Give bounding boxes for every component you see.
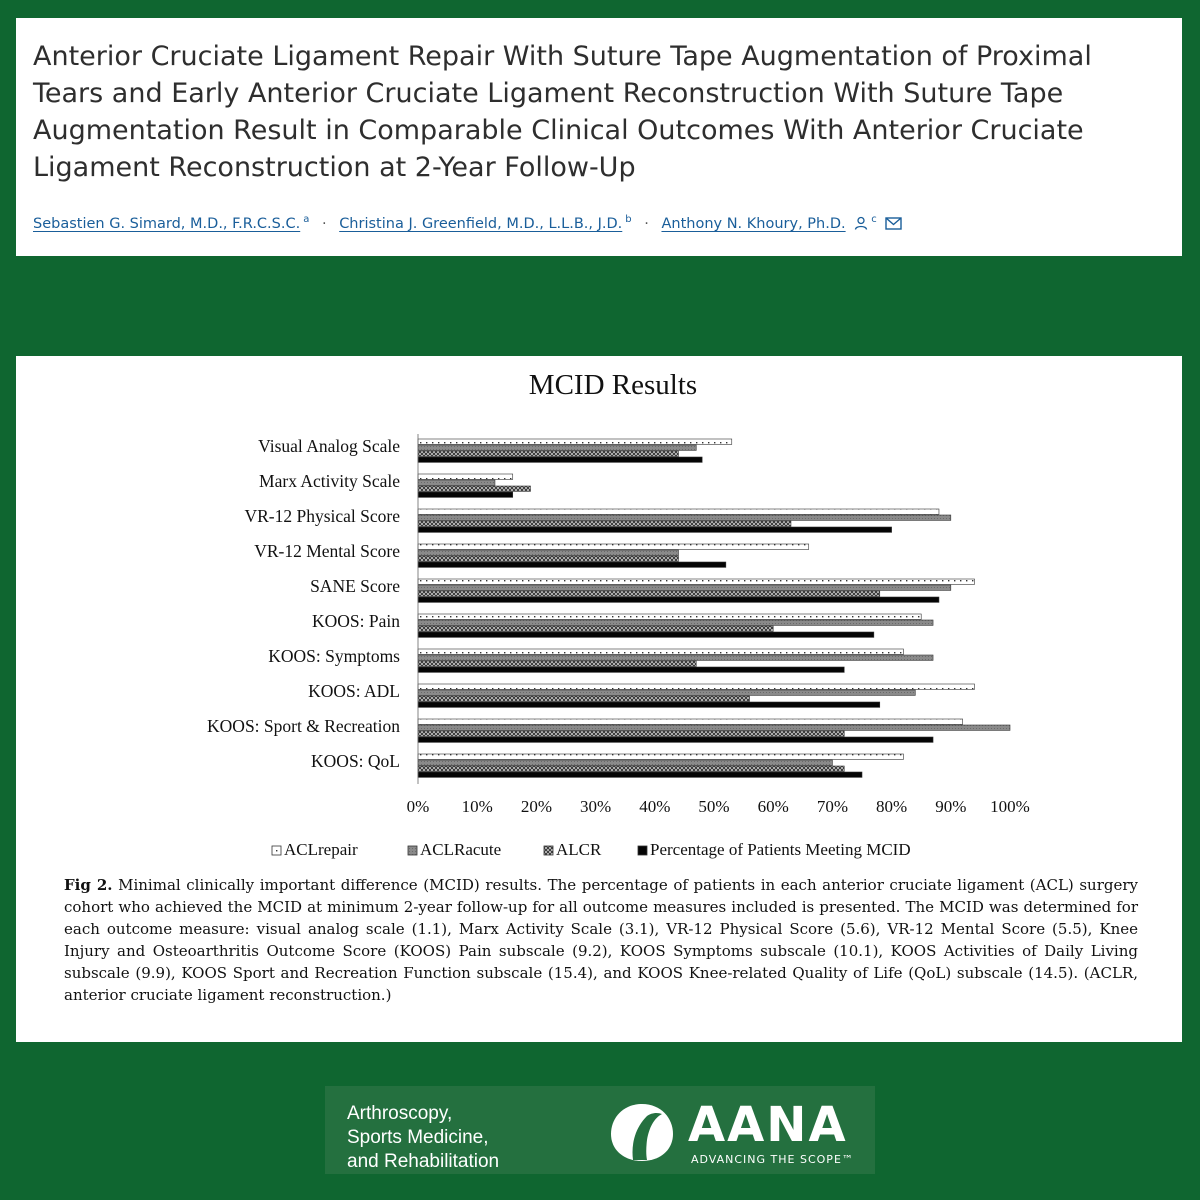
article-header-card [16,18,1182,256]
y-axis-label: KOOS: Sport & Recreation [207,716,400,736]
bar-dotted [418,684,974,689]
person-icon[interactable] [854,216,868,230]
title-line: Ligament Reconstruction at 2-Year Follow-Up [33,152,636,183]
bar-gray [418,515,951,520]
y-axis-label: Marx Activity Scale [259,471,400,491]
x-tick-label: 70% [816,797,848,816]
bar-crosshatch [418,451,678,456]
journal-name-line: and Rehabilitation [347,1151,500,1172]
affiliation-marker[interactable]: b [625,214,632,225]
figure-caption [64,874,1138,1006]
bar-black [418,492,513,497]
author-separator: · [644,215,649,232]
bar-gray [418,550,678,555]
bar-crosshatch [418,731,844,736]
bar-gray [418,445,696,450]
journal-name-line: Sports Medicine, [347,1127,489,1148]
bar-dotted [418,719,963,724]
bar-black [418,457,702,462]
y-axis-label: KOOS: Symptoms [268,646,400,666]
y-axis-label: KOOS: ADL [308,681,400,701]
bar-black [418,632,874,637]
bar-black [418,527,892,532]
figure-card [16,356,1182,1042]
y-axis-label: VR-12 Physical Score [244,506,400,526]
bar-black [418,597,939,602]
bar-black [418,772,862,777]
x-tick-label: 10% [461,797,493,816]
aana-wordmark: AANA [688,1097,848,1153]
caption-label: Fig 2. [64,876,113,894]
chart-title: MCID Results [528,369,698,401]
bar-dotted [418,544,809,549]
bar-black [418,562,726,567]
x-tick-label: 60% [757,797,789,816]
author-link-khoury[interactable]: Anthony N. Khoury, Ph.D. [661,215,846,232]
x-tick-label: 20% [520,797,552,816]
bar-crosshatch [418,766,844,771]
y-axis-label: VR-12 Mental Score [254,541,400,561]
y-axis-label: KOOS: Pain [312,611,400,631]
bar-dotted [418,614,921,619]
legend-label: Percentage of Patients Meeting MCID [650,840,911,859]
bar-black [418,737,933,742]
x-tick-label: 0% [406,797,430,816]
legend-swatch-dotted [272,846,281,855]
legend-swatch-black [638,846,647,855]
bar-black [418,702,880,707]
footer-banner [325,1086,875,1174]
bar-crosshatch [418,661,696,666]
y-axis-label: KOOS: QoL [311,751,400,771]
legend-label: ACLRacute [420,840,502,859]
title-line: Tears and Early Anterior Cruciate Ligament Reconstruction With Suture Tape [33,78,1064,109]
author-link-greenfield[interactable]: Christina J. Greenfield, M.D., L.L.B., J.D. [339,215,623,232]
bar-dotted [418,649,903,654]
author-list [33,214,902,232]
bar-black [418,667,844,672]
bar-gray [418,585,951,590]
x-tick-label: 100% [990,797,1030,816]
legend-swatch-gray [408,846,417,855]
legend-swatch-crosshatch [544,846,553,855]
caption-text: Minimal clinically important difference (MCID) results. The percentage of patients in each anterior cruciate ligament (ACL) surgery cohort who achieved the MCID at minimum 2-year follow-up for all outcome measures included is presented. The MCID was determined for each outcome measure: visual analog scale (1.1), Marx Activity Scale (3.1), VR-12 Physical Score (5.6), VR-12 Mental Score (5.5), Knee Injury and Osteoarthritis Outcome Score (KOOS) Pain subscale (9.2), KOOS Symptoms subscale (10.1), KOOS Activities of Daily Living subscale (9.9), KOOS Sport and Recreation Function subscale (15.4), and KOOS Knee-related Quality of Life (QoL) subscale (14.5). (ACLR, anterior cruciate ligament reconstruction.) [64,876,1138,1004]
journal-name [347,1102,499,1174]
bar-crosshatch [418,626,773,631]
bar-gray [418,725,1010,730]
bar-dotted [418,579,974,584]
bar-crosshatch [418,696,750,701]
bar-crosshatch [418,486,530,491]
bar-crosshatch [418,521,791,526]
author-link-simard[interactable]: Sebastien G. Simard, M.D., F.R.C.S.C. [33,215,301,232]
bar-dotted [418,509,939,514]
mail-icon[interactable] [885,217,902,230]
affiliation-marker[interactable]: a [303,214,310,225]
bar-dotted [418,474,513,479]
bar-dotted [418,439,732,444]
bar-gray [418,690,915,695]
title-line: Anterior Cruciate Ligament Repair With Suture Tape Augmentation of Proximal [33,41,1092,72]
article-title [33,38,1173,186]
mcid-chart [16,356,1182,871]
x-tick-label: 40% [639,797,671,816]
author-separator: · [321,215,327,232]
title-line: Augmentation Result in Comparable Clinical Outcomes With Anterior Cruciate [33,115,1084,146]
x-tick-label: 30% [580,797,612,816]
y-axis-label: SANE Score [310,576,400,596]
journal-name-line: Arthroscopy, [347,1103,453,1124]
aana-tagline: ADVANCING THE SCOPE™ [691,1153,854,1166]
x-tick-label: 50% [698,797,730,816]
x-tick-label: 80% [876,797,908,816]
x-tick-label: 90% [935,797,967,816]
aana-logo-icon [607,1100,677,1164]
legend-label: ALCR [556,840,602,859]
bar-dotted [418,754,903,759]
bar-gray [418,480,495,485]
bar-gray [418,620,933,625]
bar-crosshatch [418,556,678,561]
y-axis-label: Visual Analog Scale [258,436,400,456]
bar-gray [418,655,933,660]
bar-crosshatch [418,591,880,596]
bar-gray [418,760,832,765]
legend-label: ACLrepair [284,840,358,859]
affiliation-marker[interactable]: c [871,214,877,225]
